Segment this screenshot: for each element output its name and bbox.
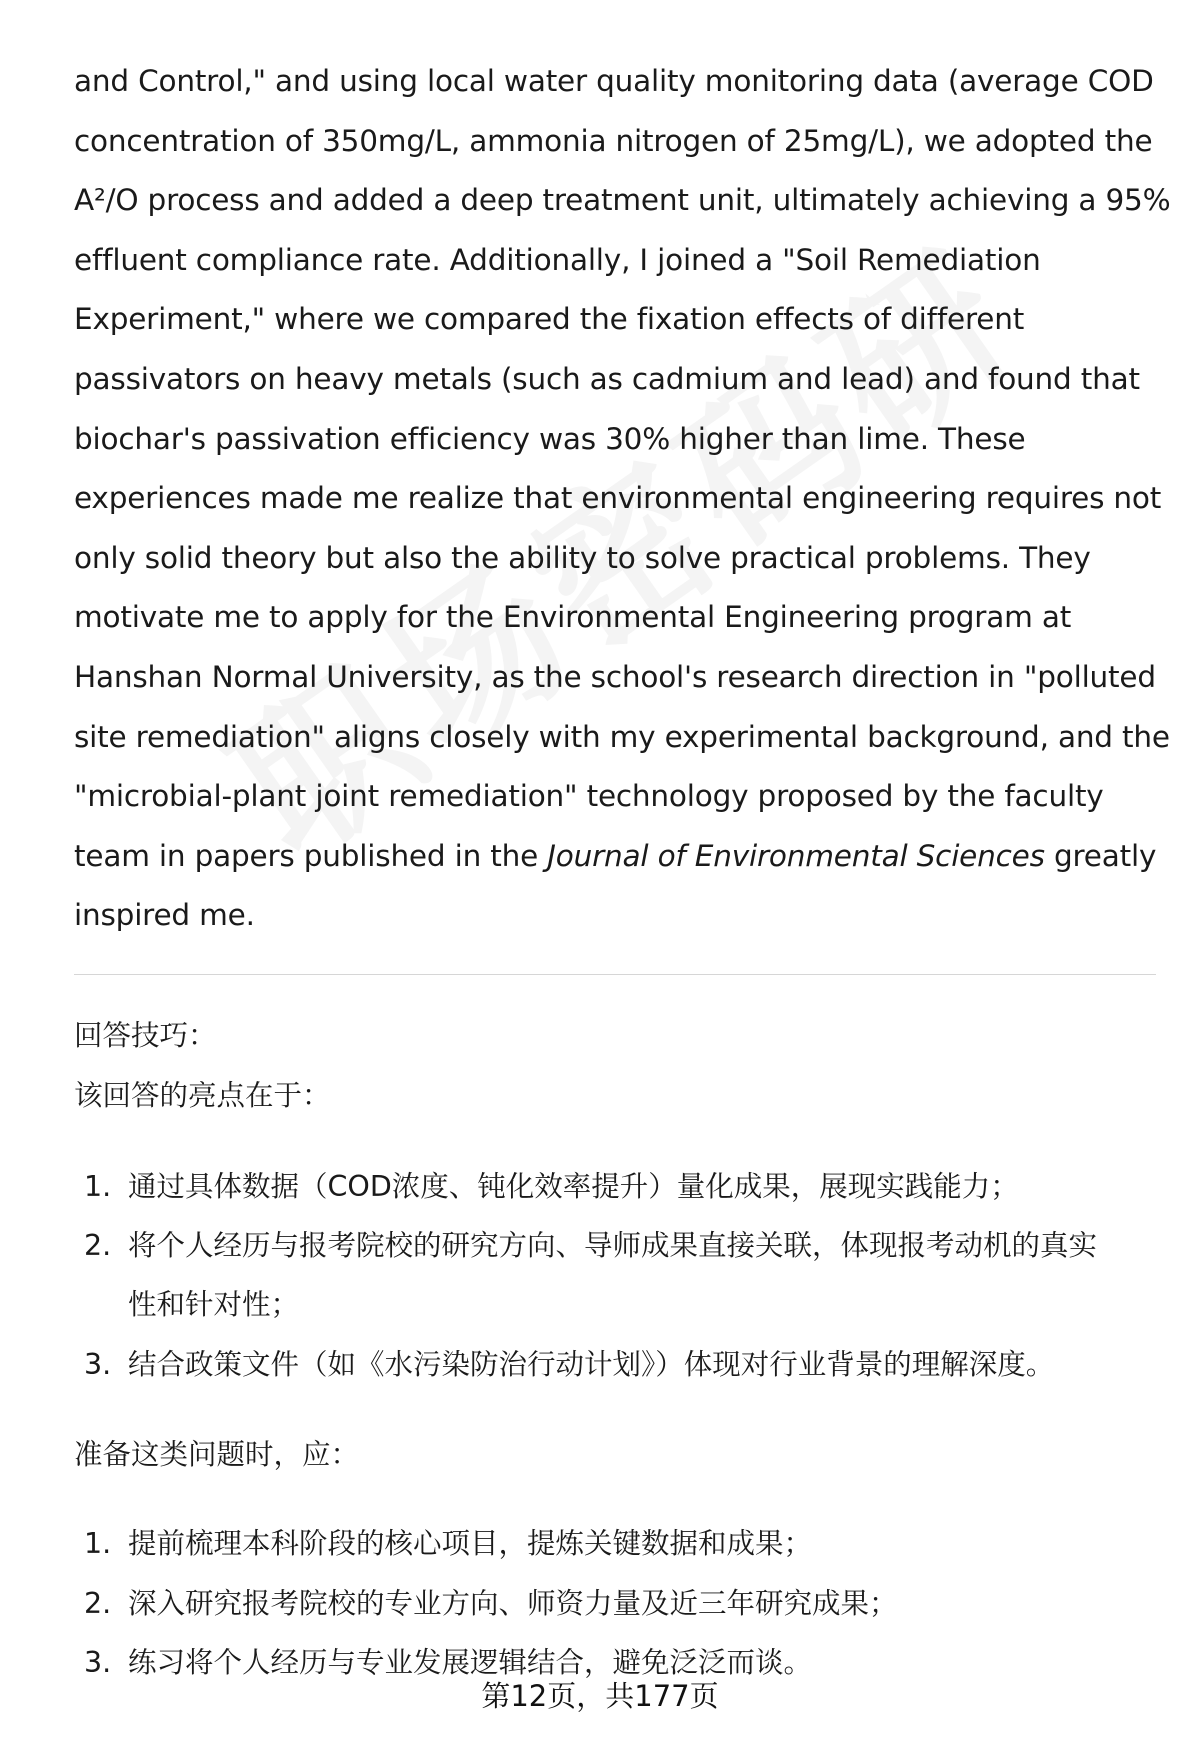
paragraph-line: experiences made me realize that environmental engineering requires not	[74, 481, 1162, 516]
page-footer: 第12页，共177页	[481, 1679, 719, 1713]
list-number: 1.	[84, 1170, 112, 1203]
tips-heading: 回答技巧：	[74, 1019, 217, 1052]
paragraph-line	[74, 827, 1164, 887]
list-item: 深入研究报考院校的专业方向、师资力量及近三年研究成果；	[128, 1587, 898, 1620]
paragraph-line: only solid theory but also the ability to solve practical problems. They	[74, 540, 1091, 575]
list-item: 练习将个人经历与专业发展逻辑结合，避免泛泛而谈。	[128, 1646, 813, 1679]
journal-title: Journal of Environmental Sciences	[547, 838, 1045, 873]
paragraph-line: biochar's passivation efficiency was 30% higher than lime. These	[74, 421, 1026, 456]
paragraph-line: Hanshan Normal University, as the school's research direction in "polluted	[74, 659, 1156, 694]
line-text: team in papers published in the	[74, 838, 548, 873]
line-text: greatly	[1044, 838, 1157, 873]
body-paragraph	[74, 52, 1171, 946]
prep-heading: 准备这类问题时，应：	[74, 1438, 360, 1471]
paragraph-line: inspired me.	[74, 898, 255, 933]
paragraph-line: "microbial-plant joint remediation" technology proposed by the faculty	[74, 779, 1104, 814]
paragraph-line: motivate me to apply for the Environmental Engineering program at	[74, 600, 1072, 635]
paragraph-line: site remediation" aligns closely with my experimental background, and the	[74, 719, 1170, 754]
list-item: 通过具体数据（COD浓度、钝化效率提升）量化成果，展现实践能力；	[128, 1170, 1019, 1203]
list-number: 2.	[84, 1229, 112, 1262]
list-number: 3.	[84, 1646, 112, 1679]
paragraph-line: A²/O process and added a deep treatment unit, ultimately achieving a 95%	[74, 183, 1171, 218]
list-number: 1.	[84, 1527, 112, 1560]
paragraph-line: effluent compliance rate. Additionally, I joined a "Soil Remediation	[74, 242, 1041, 277]
paragraph-line: and Control," and using local water quality monitoring data (average COD	[74, 64, 1154, 98]
tips-intro: 该回答的亮点在于：	[74, 1079, 331, 1112]
list-item: 将个人经历与报考院校的研究方向、导师成果直接关联，体现报考动机的真实	[128, 1229, 1098, 1262]
paragraph-line: passivators on heavy metals (such as cadmium and lead) and found that	[74, 361, 1140, 396]
list-item-continuation: 性和针对性；	[128, 1288, 300, 1321]
paragraph-line: Experiment," where we compared the fixation effects of different	[74, 302, 1025, 337]
section-divider	[74, 974, 1156, 975]
list-number: 2.	[84, 1587, 112, 1620]
list-item: 提前梳理本科阶段的核心项目，提炼关键数据和成果；	[128, 1527, 813, 1560]
list-number: 3.	[84, 1348, 112, 1381]
list-item: 结合政策文件（如《水污染防治行动计划》）体现对行业背景的理解深度。	[128, 1348, 1055, 1381]
paragraph-line: concentration of 350mg/L, ammonia nitrogen of 25mg/L), we adopted the	[74, 123, 1153, 158]
